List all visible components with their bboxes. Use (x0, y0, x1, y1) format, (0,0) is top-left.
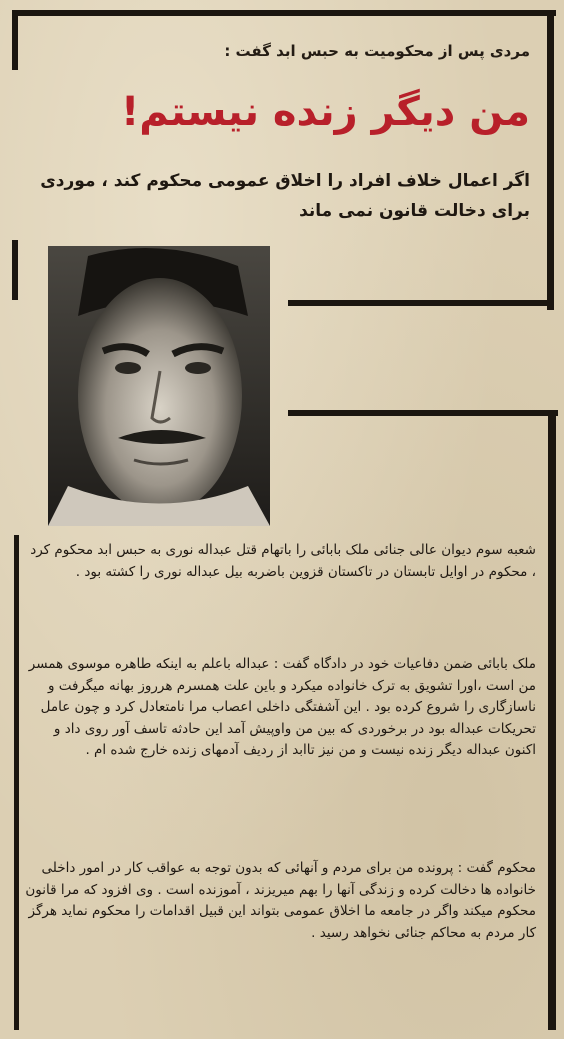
portrait-illustration (48, 246, 270, 526)
frame-rule-middle (288, 300, 554, 306)
paragraph-text: شعبه سوم دیوان عالی جنائی ملک بابائی را باتهام قتل عبداله نوری به حبس ابد محکوم کرد ، محکوم در اوایل تابستان در تاکستان قزوین باضربه بیل عبداله نوری را کشته بود . (30, 542, 536, 580)
article-subhead: اگر اعمال خلاف افراد را اخلاق عمومی محکوم کند ، موردی برای دخالت قانون نمی ماند (40, 171, 530, 221)
frame-rule-left-b (12, 240, 18, 300)
article-paragraph-3 (24, 858, 536, 944)
frame-rule-left-a (12, 10, 18, 70)
frame-rule-right-upper (547, 10, 554, 310)
frame-rule-top (12, 10, 556, 16)
article-paragraph-2 (24, 654, 536, 762)
article-kicker: مردی پس از محکومیت به حبس ابد گفت : (224, 42, 530, 60)
paragraph-text: ملک بابائی ضمن دفاعیات خود در دادگاه گفت : عبداله باعلم به اینکه طاهره موسوی همسر من است ،اورا تشویق به ترک خانواده میکرد و باین علت همسرم هرروز بهانه میگرفت و ناسازگاری را شروع کرده بود . این آشفتگی داخلی اعصاب مرا نامتعادل کرد و چون عامل تحریکات عبداله بود در برخوردی که بین من واوپیش آمد این حادثه تاسف آور روی داد و اکنون عبداله دیگر زنده نیست و من نیز تاابد از ردیف آدمهای زنده خارج شده ام . (28, 656, 536, 758)
paragraph-text: محکوم گفت : پرونده من برای مردم و آنهائی که بدون توجه به عواقب کار در امور داخلی خانواده ها دخالت کرده و زندگی آنها را بهم میریزند ، آموزنده است . وی افزود که مرا قانون محکوم میکند واگر در جامعه ما اخلاق عمومی بتواند این قبیل اقدامات را محکوم نماید هرگز کار مردم به محاکم جنائی نخواهد رسید . (25, 860, 536, 941)
portrait-photo (48, 246, 270, 526)
article-headline: من دیگر زنده نیستم! (121, 89, 530, 135)
article-paragraph-1 (24, 540, 536, 583)
frame-rule-step (288, 410, 558, 416)
frame-rule-right-lower (548, 410, 556, 1030)
frame-rule-left-lower (14, 535, 19, 1030)
